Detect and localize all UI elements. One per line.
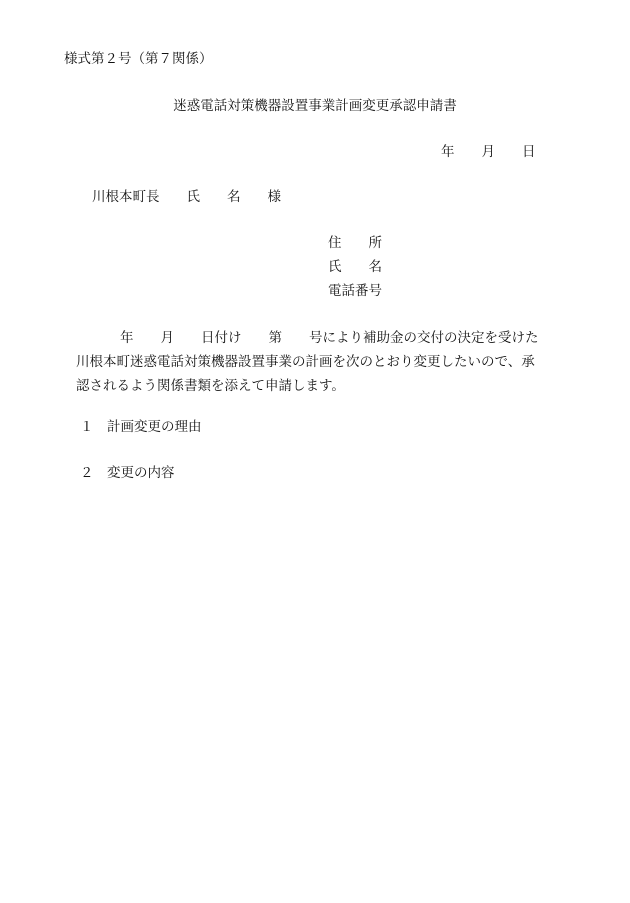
- applicant-phone-label: 電話番号: [328, 283, 382, 299]
- paragraph-line: 川根本町迷惑電話対策機器設置事業の計画を次のとおり変更したいので、承: [76, 354, 535, 370]
- applicant-name-label: 氏 名: [328, 259, 382, 275]
- document-title: 迷惑電話対策機器設置事業計画変更承認申請書: [173, 98, 457, 114]
- applicant-address-label: 住 所: [328, 235, 382, 251]
- item-change-reason: １ 計画変更の理由: [80, 419, 202, 435]
- addressee: 川根本町長 氏 名 様: [92, 189, 281, 205]
- date-line: 年 月 日: [441, 144, 536, 160]
- paragraph-line: 年 月 日付け 第 号により補助金の交付の決定を受けた: [120, 330, 539, 346]
- form-number: 様式第２号（第７関係）: [64, 51, 213, 67]
- item-change-content: ２ 変更の内容: [80, 465, 175, 481]
- request-paragraph: [76, 326, 566, 398]
- paragraph-line: 認されるよう関係書類を添えて申請します。: [76, 378, 345, 394]
